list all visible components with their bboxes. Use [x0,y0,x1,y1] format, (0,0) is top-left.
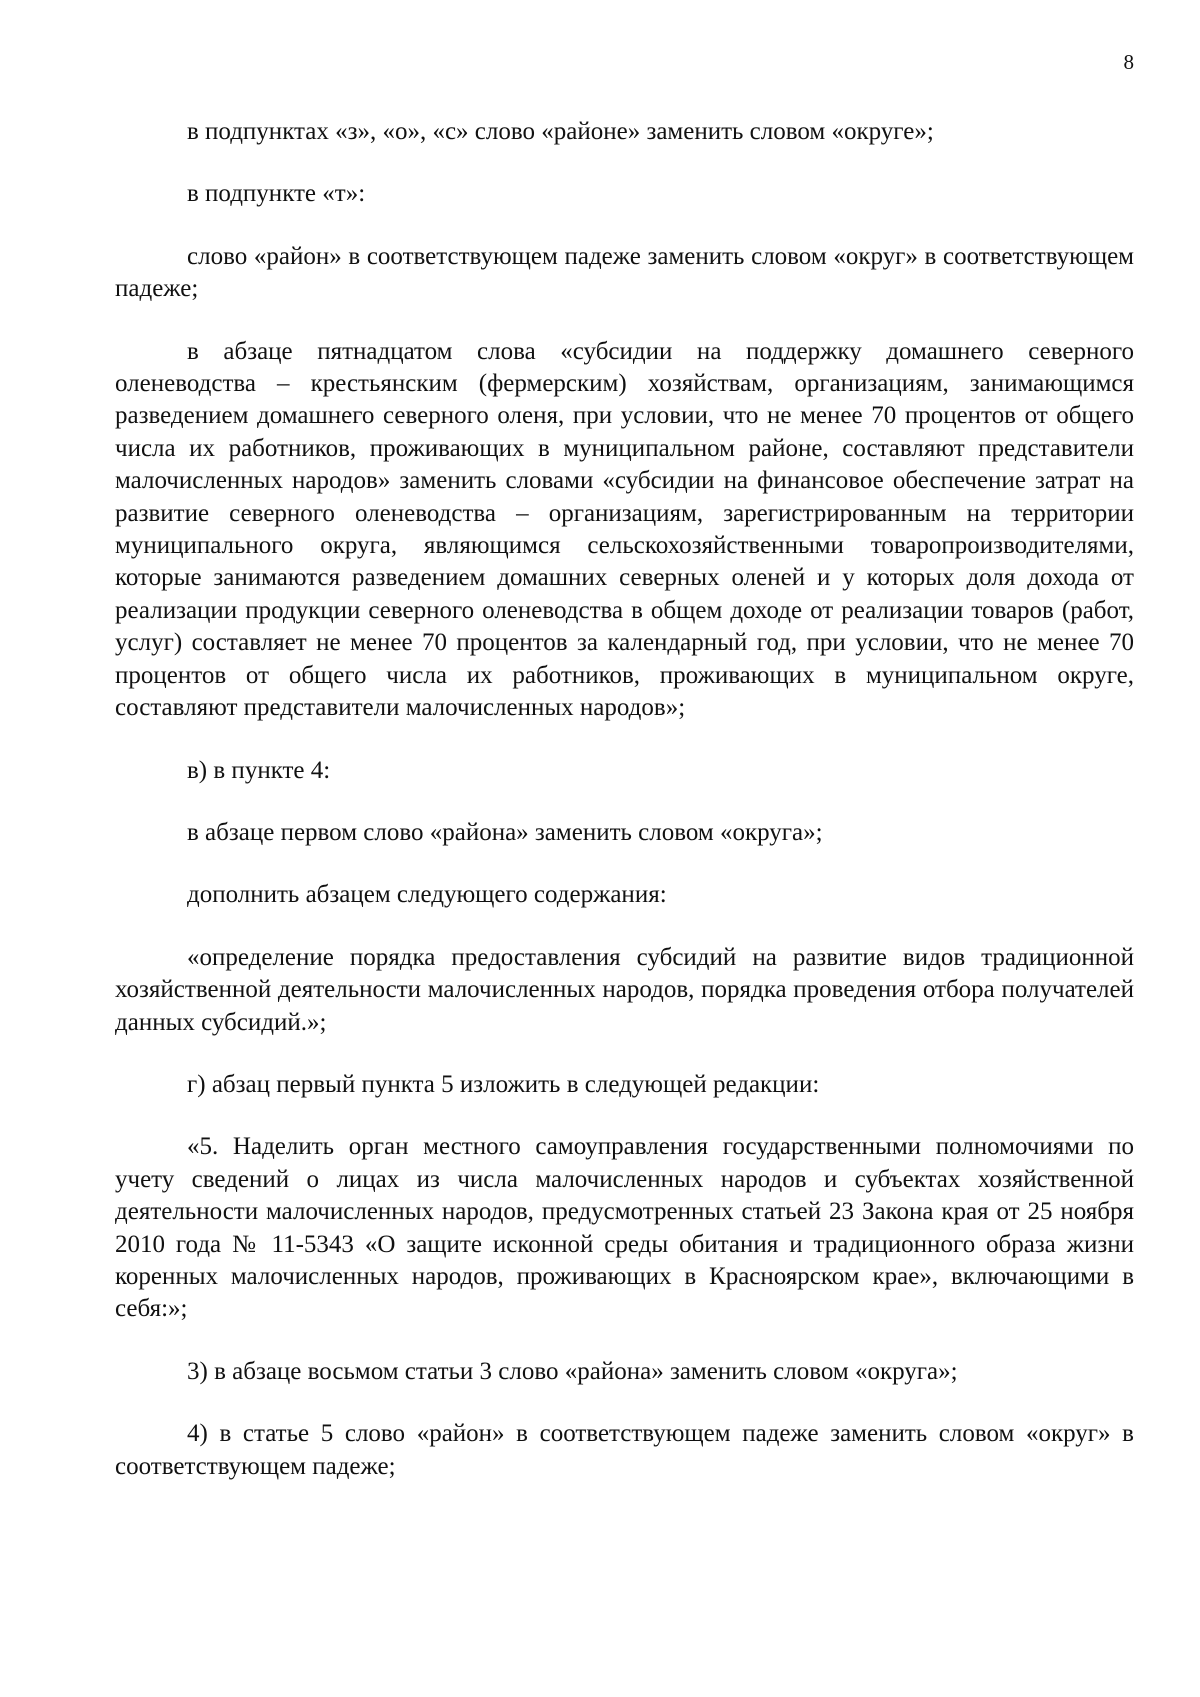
paragraph-subpoint-t: в подпункте «т»: [187,180,366,208]
paragraph-point-5-text: «5. Наделить орган местного самоуправления государственными полномочиями по учету сведений о лицах из числа малочисленных народов и субъектах хозяйственной деятельности малочисленных народов, предусмотренных статьей 23 Закона края от 25 ноября 2010 года № 11-5343 «О защите исконной среды обитания и традиционного образа жизни коренных малочисленных народов, проживающих в Красноярском крае», включающими в себя:»; [115,1133,1134,1323]
paragraph-first-abzac-rayona: в абзаце первом слово «района» заменить словом «округа»; [187,818,823,846]
document-body [115,116,1134,1513]
paragraph-fifteenth-abzac: в абзаце пятнадцатом слова «субсидии на поддержку домашнего северного оленеводства – крестьянским (фермерским) хозяйствам, организациям, занимающимся разведением домашнего северного оленя, при условии, что не менее 70 процентов от общего числа их работников, проживающих в муниципальном районе, составляют представители малочисленных народов» заменить словами «субсидии на финансовое обеспечение затрат на развитие северного оленеводства – организациям, зарегистрированным на территории муниципального округа, являющимся сельскохозяйственными товаропроизводителями, которые занимаются разведением домашних северных оленей и у которых доля дохода от реализации продукции северного оленеводства в общем доходе от реализации товаров (работ, услуг) составляет не менее 70 процентов за календарный год, при условии, что не менее 70 процентов от общего числа их работников, проживающих в муниципальном округе, составляют представители малочисленных народов»; [115,337,1134,722]
paragraph-word-rayon-replace: слово «район» в соответствующем падеже заменить словом «округ» в соответствующем падеже; [115,242,1134,303]
page-number: 8 [1123,50,1134,74]
paragraph-point-4: в) в пункте 4: [187,756,331,784]
paragraph-add-abzac: дополнить абзацем следующего содержания: [187,881,667,909]
paragraph-subpoints-z-o-s: в подпунктах «з», «о», «с» слово «районе» заменить словом «округе»; [187,118,934,145]
paragraph-point-5-header: г) абзац первый пункта 5 изложить в следующей редакции: [187,1070,820,1098]
paragraph-subsidy-order: «определение порядка предоставления субсидий на развитие видов традиционной хозяйственной деятельности малочисленных народов, порядка проведения отбора получателей данных субсидий.»; [115,943,1134,1036]
paragraph-article-5: 4) в статье 5 слово «район» в соответствующем падеже заменить словом «округ» в соответствующем падеже; [115,1420,1134,1480]
paragraph-article-3: 3) в абзаце восьмом статьи 3 слово «района» заменить словом «округа»; [187,1357,958,1385]
